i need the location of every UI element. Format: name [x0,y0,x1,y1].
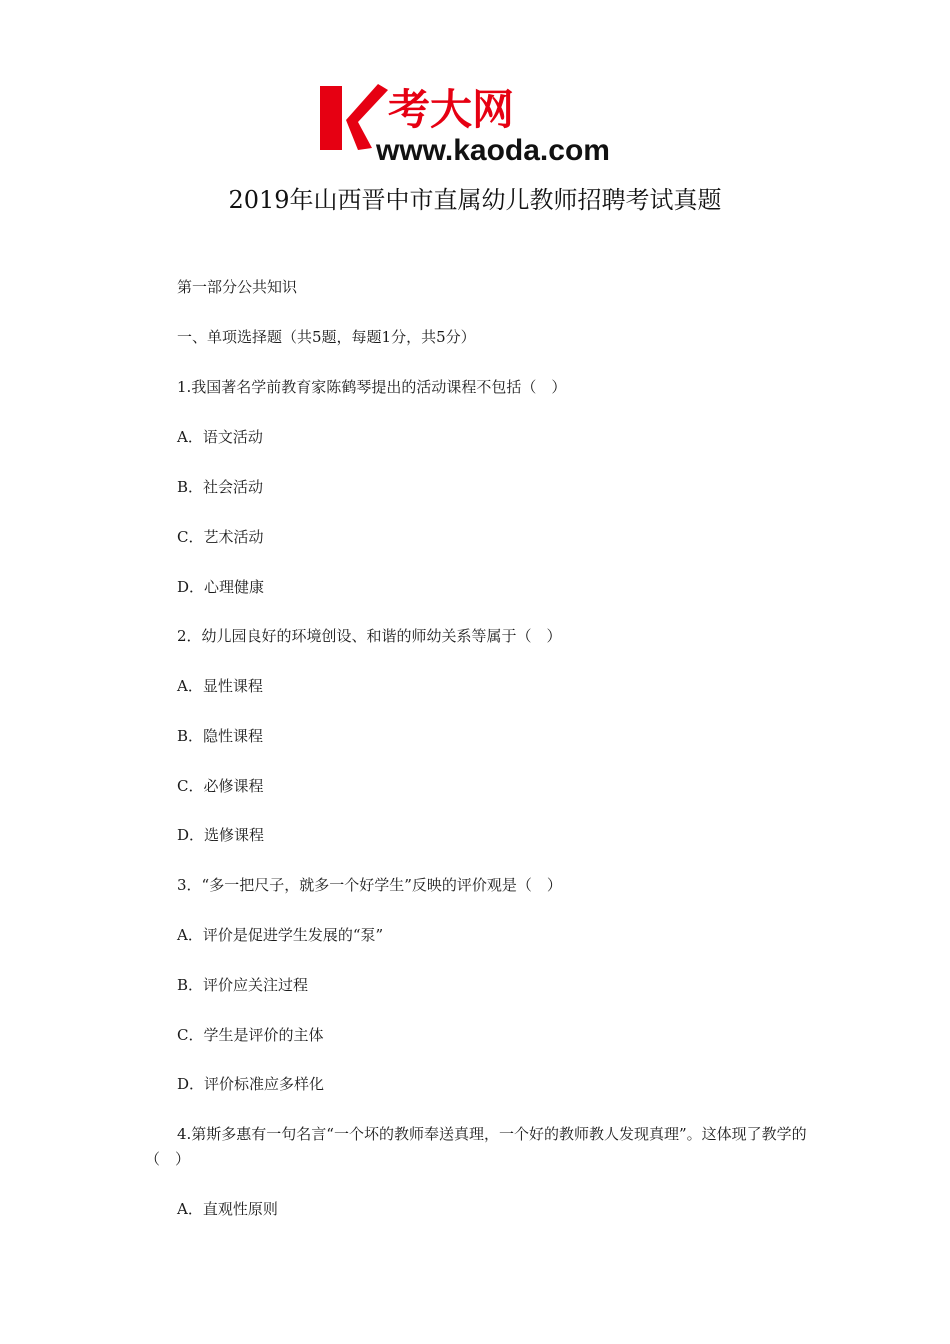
question-3-option-b: B．评价应关注过程 [177,976,309,994]
page-title: 2019年山西晋中市直属幼儿教师招聘考试真题 [228,186,722,214]
question-3: 3．“多一把尺子，就多一个好学生”反映的评价观是（ ） [177,876,562,894]
question-1-option-d: D．心理健康 [177,578,265,596]
question-1-option-a: A．语文活动 [177,428,263,446]
question-4-option-a: A．直观性原则 [177,1200,278,1218]
logo-url: www.kaoda.com [376,134,610,164]
question-2-option-b: B．隐性课程 [177,727,264,745]
question-2-option-a: A．显性课程 [177,677,263,695]
question-2-option-c: C．必修课程 [177,777,264,795]
section-heading: 第一部分公共知识 [177,278,298,296]
kaoda-logo [318,80,640,164]
question-1-option-b: B．社会活动 [177,478,264,496]
question-3-option-c: C．学生是评价的主体 [177,1026,324,1044]
question-2: 2．幼儿园良好的环境创设、和谐的师幼关系等属于（ ） [177,627,562,645]
question-2-option-d: D．选修课程 [177,826,265,844]
question-group-heading: 一、单项选择题（共5题，每题1分，共5分） [177,328,476,346]
question-1-option-c: C．艺术活动 [177,528,264,546]
logo-brand: 考大网 [388,86,515,133]
question-4: 4.第斯多惠有一句名言“一个坏的教师奉送真理，一个好的教师教人发现真理”。这体现了教学的（ ） [145,1125,807,1168]
question-3-option-d: D．评价标准应多样化 [177,1075,325,1093]
question-3-option-a: A．评价是促进学生发展的“泵” [177,926,384,944]
question-1: 1.我国著名学前教育家陈鹤琴提出的活动课程不包括（ ） [177,378,567,396]
